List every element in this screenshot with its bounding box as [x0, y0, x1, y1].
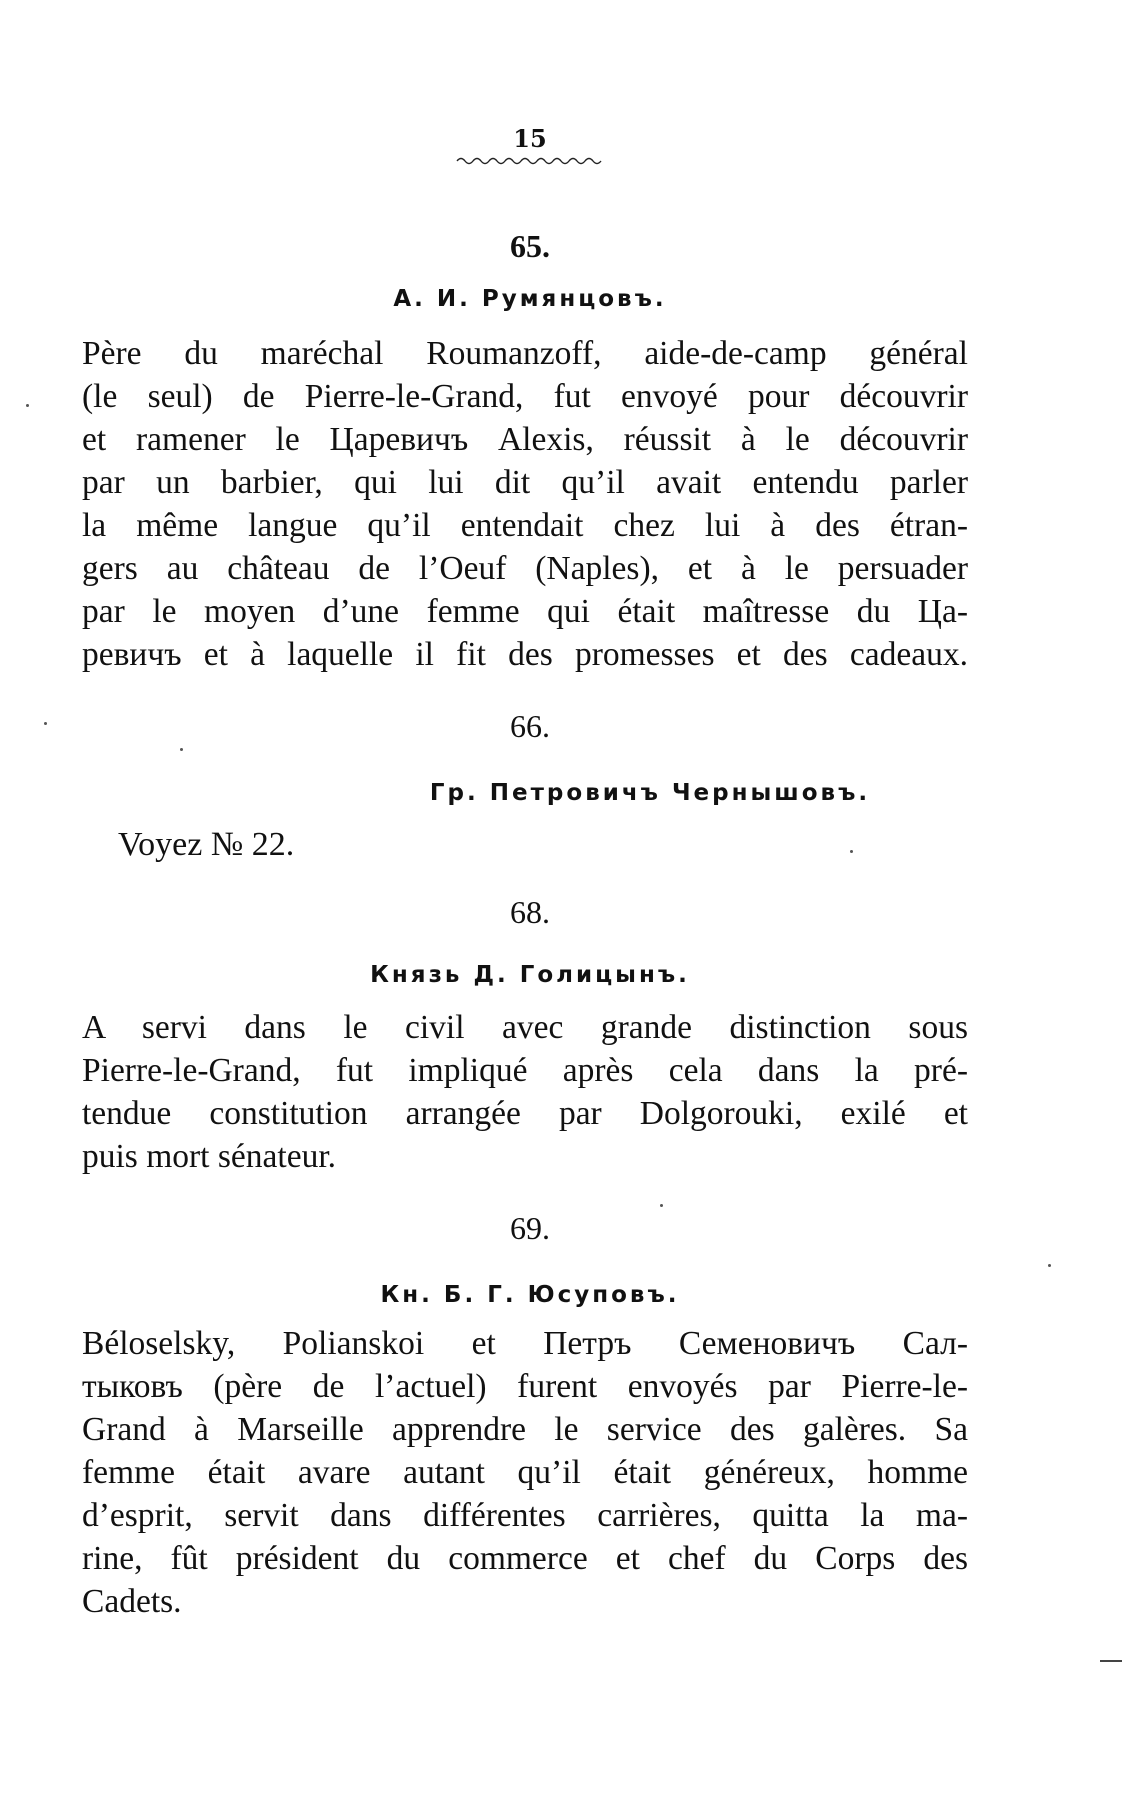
text-line: Pierre-le-Grand, fut impliqué après cela dans la pré- [82, 1052, 968, 1089]
text-line: tendue constitution arrangée par Dolgorouki, exilé et [82, 1095, 968, 1132]
entry-name: Князь Д. Голицынъ. [370, 962, 690, 988]
text-line: rine, fût président du commerce et chef du Corps des [82, 1540, 968, 1577]
text-line: la même langue qu’il entendait chez lui à des étran- [82, 507, 968, 544]
text-line: femme était avare autant qu’il était généreux, homme [82, 1454, 968, 1491]
entry-name: А. И. Румянцовъ. [393, 286, 667, 312]
text-line: d’esprit, servit dans différentes carrières, quitta la ma- [82, 1497, 968, 1534]
scan-speck [180, 748, 183, 751]
text-line: Grand à Marseille apprendre le service des galères. Sa [82, 1411, 968, 1448]
text-line: gers au château de l’Oeuf (Naples), et à le persuader [82, 550, 968, 587]
scan-mark [1100, 1660, 1122, 1662]
text-line: par le moyen d’une femme qui était maîtresse du Ца- [82, 593, 968, 630]
text-line: puis mort sénateur. [82, 1138, 336, 1175]
text-line: et ramener le Царевичъ Alexis, réussit à le découvrir [82, 421, 968, 458]
entry-number: 66. [510, 708, 550, 744]
text-line: Cadets. [82, 1583, 182, 1620]
text-line: ревичъ et à laquelle il fit des promesses et des cadeaux. [82, 636, 968, 673]
text-line: (le seul) de Pierre-le-Grand, fut envoyé pour découvrir [82, 378, 968, 415]
entry-number: 68. [510, 894, 550, 930]
entry-paragraph [82, 332, 968, 676]
entry-name: Кн. Б. Г. Юсуповъ. [380, 1282, 680, 1308]
scan-speck [44, 722, 47, 725]
text-line: par un barbier, qui lui dit qu’il avait entendu parler [82, 464, 968, 501]
entry-number: 69. [510, 1210, 550, 1246]
entry-paragraph [82, 1322, 968, 1623]
scan-speck [660, 1204, 663, 1207]
text-line: Béloselsky, Polianskoi et Петръ Семеновичъ Сал- [82, 1325, 968, 1362]
wavy-rule-ornament [455, 155, 605, 167]
text-line: Père du maréchal Roumanzoff, aide-de-camp général [82, 335, 968, 372]
text-line: тыковъ (père de l’actuel) furent envoyés par Pierre-le- [82, 1368, 968, 1405]
entry-name: Гр. Петровичъ Чернышовъ. [429, 780, 871, 806]
page-number: 15 [513, 124, 547, 153]
cross-reference: Voyez № 22. [118, 826, 295, 863]
entry-paragraph [82, 1006, 968, 1178]
scan-speck [26, 404, 29, 407]
text-line: A servi dans le civil avec grande distinction sous [82, 1009, 968, 1046]
entry-number: 65. [510, 228, 550, 264]
scan-speck [1048, 1264, 1051, 1267]
scan-speck [850, 850, 853, 853]
